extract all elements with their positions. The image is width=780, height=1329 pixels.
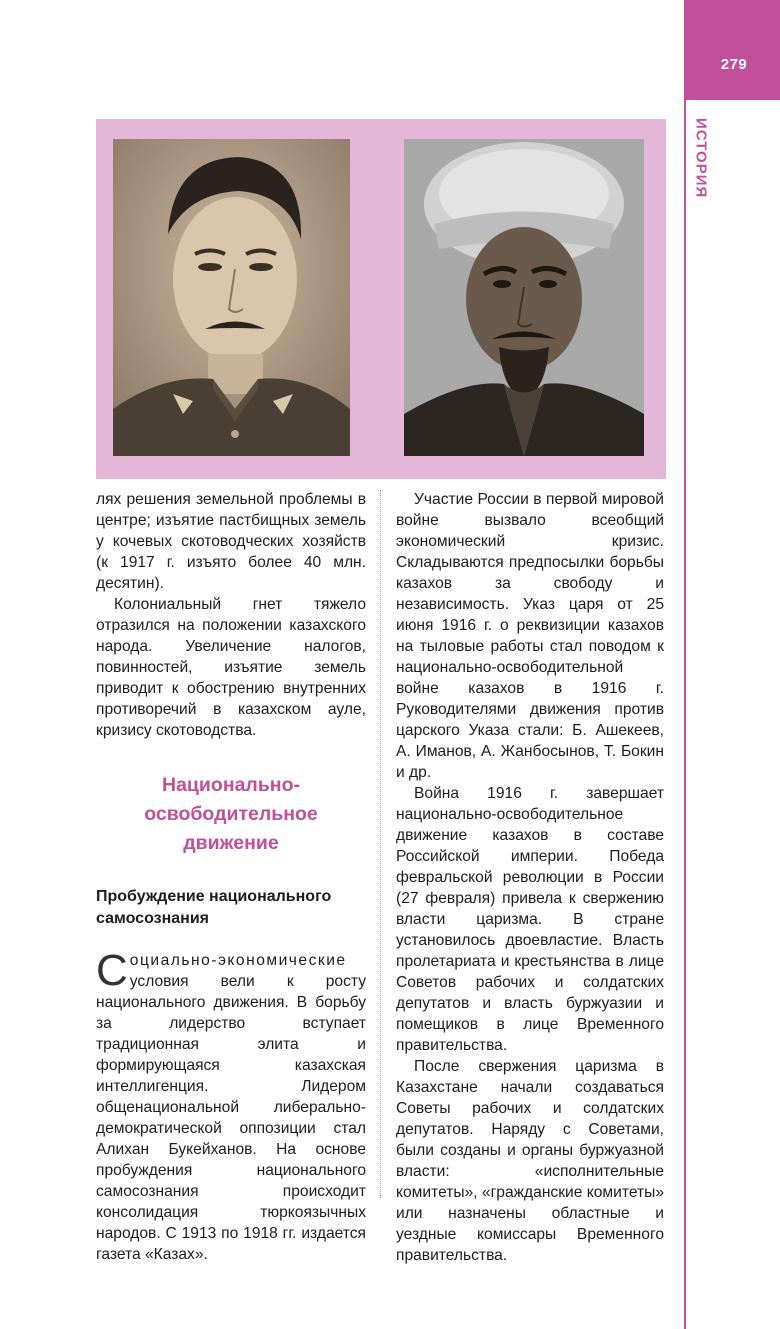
portrait-right-image	[404, 139, 644, 456]
page-number-tab	[686, 0, 780, 100]
right-paragraph-3: После свержения царизма в Казахстане начали создаваться Советы рабочих и солдатских депутатов. Наряду с Советами, были созданы и органы буржуазной власти: «исполнительные комитеты», «гражданские комитеты» или назначены областные и уездные комиссары Временного правительства.	[396, 1058, 665, 1264]
portrait-right	[404, 139, 644, 456]
photo-panel	[96, 119, 666, 479]
column-divider	[380, 490, 381, 1198]
section-heading-line-3: движение	[183, 832, 279, 854]
page-sidebar	[684, 0, 780, 1329]
left-paragraph-3-first-word: оциально-экономические	[129, 952, 347, 969]
left-paragraph-3-text: условия вели к росту национального движения. В борьбу за лидерство вступает традиционная элита и формирующаяся казахская интеллигенция. Лидером общенациональной либерально-демократической оппозиции стал Алихан Букейханов. На основе пробуждения национального самосознания происходит консолидация тюркоязычных народов. С 1913 по 1918 гг. издается газета «Казах».	[96, 973, 366, 1263]
left-paragraph-2: Колониальный гнет тяжело отразился на положении казахского народа. Увеличение налогов, повинностей, изъятие земель приводит к обострению внутренних противоречий в казахском ауле, кризису скотоводства.	[96, 596, 366, 739]
right-paragraph-1: Участие России в первой мировой войне вызвало всеобщий экономический кризис. Складываются предпосылки борьбы казахов за свободу и независимость. Указ царя от 25 июня 1916 г. о реквизиции казахов на тыловые работы стал поводом к национально-освободительной войне казахов в 1916 г. Руководителями движения против царского Указа стали: Б. Ашекеев, А. Иманов, А. Жанбосынов, Т. Бокин и др.	[396, 491, 664, 781]
portrait-left	[113, 139, 350, 456]
page-number: 279	[720, 56, 748, 73]
left-paragraph-1: лях решения земельной проблемы в центре; изъятие пастбищных земель у кочевых скотоводческих хозяйств (к 1917 г. изъято более 40 млн. десятин).	[96, 491, 366, 592]
section-heading-line-1: Национально-	[162, 774, 300, 796]
subsection-heading: Пробуждение национального самосознания	[96, 888, 332, 927]
section-heading-line-2: освободительное	[144, 803, 318, 825]
dropcap-letter: С	[96, 946, 128, 995]
left-column	[96, 489, 366, 1265]
portrait-left-image	[113, 139, 350, 456]
left-paragraph-3	[96, 946, 366, 1265]
section-label: ИСТОРИЯ	[692, 118, 710, 199]
section-heading	[96, 771, 366, 858]
right-paragraph-2: Война 1916 г. завершает национально-освободительное движение казахов в составе Российской империи. Победа февральской революции в России (27 февраля) привела к свержению власти царизма. В стране установилось двоевластие. Власть пролетариата и крестьянства в лице Советов рабочих и солдатских депутатов и власть буржуазии и помещиков в лице Временного правительства.	[396, 785, 664, 1054]
right-column	[396, 489, 664, 1266]
